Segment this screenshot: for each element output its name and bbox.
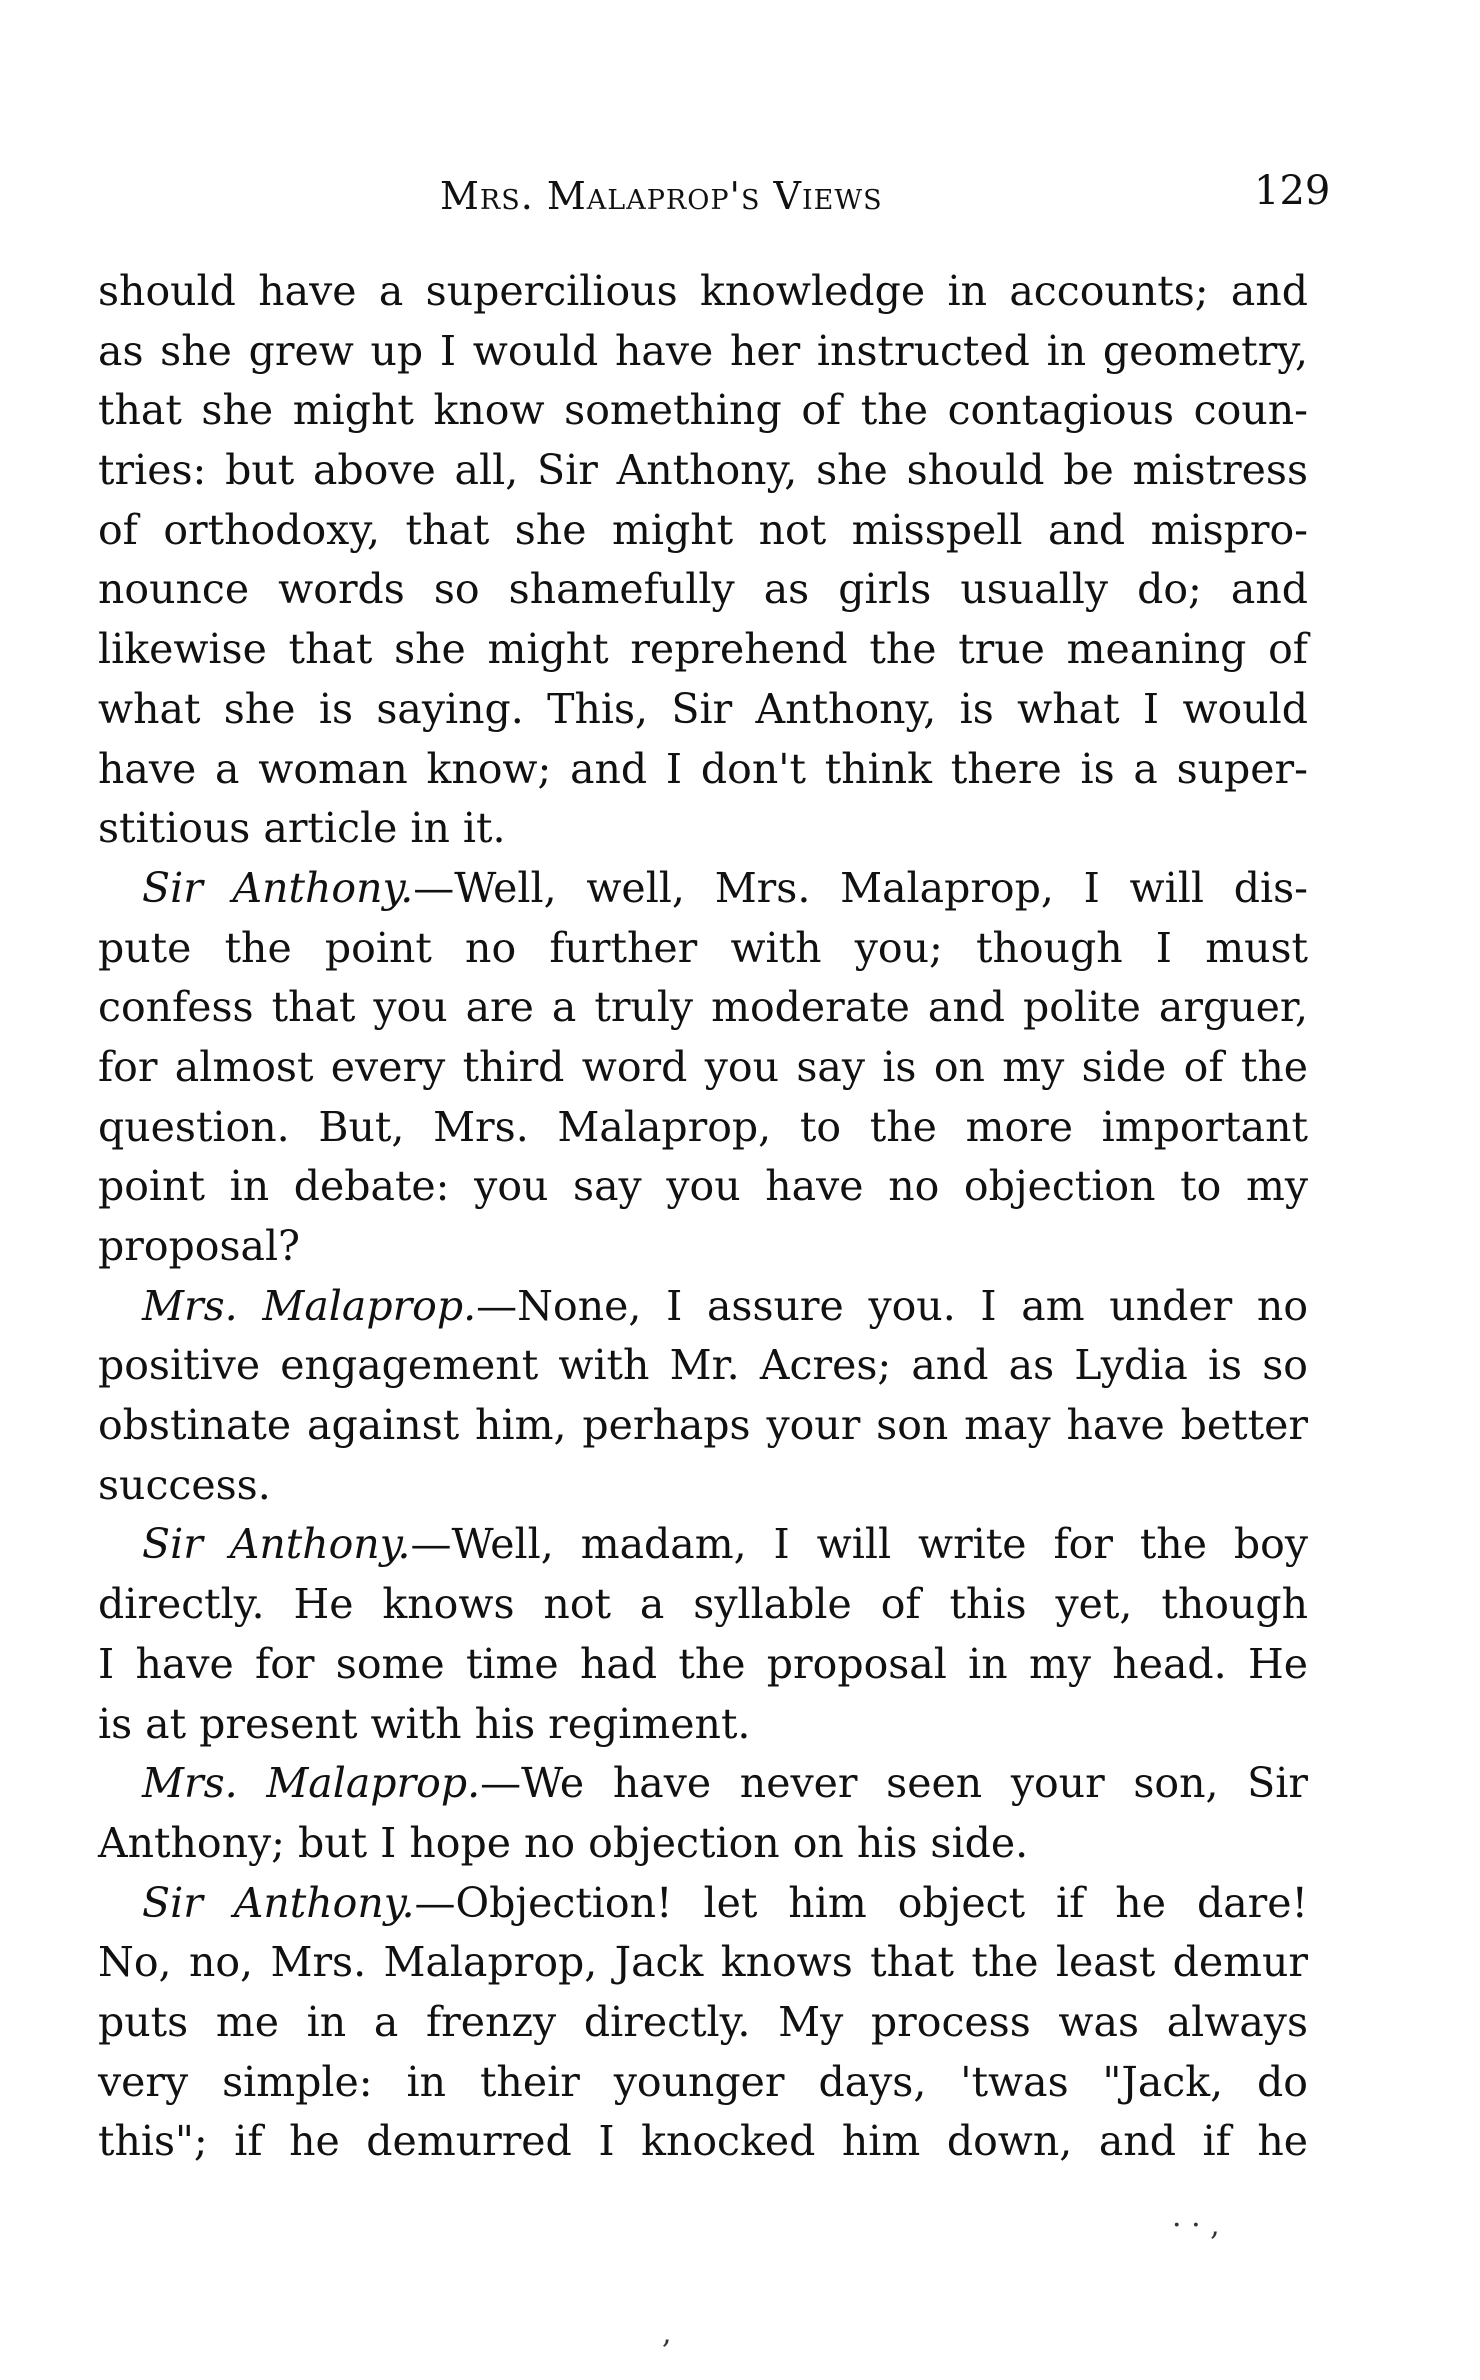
speaker-name: Mrs. Malaprop. xyxy=(142,1759,481,1808)
line-text: stitious article in it. xyxy=(98,804,506,853)
line-text: —We have never seen your son, Sir xyxy=(480,1759,1308,1808)
line-text: success. xyxy=(98,1460,271,1509)
text-line xyxy=(98,1396,1308,1456)
text-line xyxy=(98,1635,1308,1695)
text-line xyxy=(98,2112,1308,2172)
line-text: directly. He knows not a syllable of this yet, though xyxy=(98,1580,1308,1629)
line-text: —Well, madam, I will write for the boy xyxy=(410,1520,1308,1569)
text-line xyxy=(98,501,1308,561)
running-title: Mrs. Malaprop's Views xyxy=(440,174,883,218)
line-text: —Objection! let him object if he dare! xyxy=(414,1878,1308,1927)
stray-mark: , xyxy=(662,2316,672,2351)
running-head xyxy=(0,168,1480,228)
line-text: pute the point no further with you; though I must xyxy=(98,923,1308,972)
text-line xyxy=(98,1933,1308,1993)
line-text: —Well, well, Mrs. Malaprop, I will dis- xyxy=(413,863,1308,912)
text-line xyxy=(98,620,1308,680)
body-text xyxy=(98,262,1308,2172)
text-line xyxy=(98,740,1308,800)
text-line xyxy=(98,560,1308,620)
text-line xyxy=(98,1993,1308,2053)
line-text: for almost every third word you say is on my side of the xyxy=(98,1042,1308,1091)
line-text: as she grew up I would have her instructed in geometry, xyxy=(98,326,1308,375)
speaker-name: Sir Anthony. xyxy=(142,863,414,912)
stray-marks: · · , xyxy=(1172,2208,1220,2243)
line-text: what she is saying. This, Sir Anthony, is what I would xyxy=(98,684,1308,733)
line-text: have a woman know; and I don't think there is a super- xyxy=(98,744,1308,793)
text-line xyxy=(98,680,1308,740)
text-line xyxy=(98,322,1308,382)
page-number: 129 xyxy=(1254,168,1331,214)
text-line xyxy=(98,1695,1308,1755)
line-text: obstinate against him, perhaps your son may have better xyxy=(98,1401,1308,1450)
text-line xyxy=(98,441,1308,501)
text-line xyxy=(98,1515,1308,1575)
text-line xyxy=(98,1336,1308,1396)
line-text: Anthony; but I hope no objection on his side. xyxy=(98,1818,1029,1867)
text-line xyxy=(98,1814,1308,1874)
line-text: puts me in a frenzy directly. My process was always xyxy=(98,1997,1308,2046)
line-text: that she might know something of the contagious coun- xyxy=(98,386,1308,435)
line-text: question. But, Mrs. Malaprop, to the more important xyxy=(98,1102,1308,1151)
text-line xyxy=(98,262,1308,322)
text-line xyxy=(98,1157,1308,1217)
speaker-name: Sir Anthony. xyxy=(142,1878,415,1927)
text-line xyxy=(98,1456,1308,1516)
line-text: I have for some time had the proposal in my head. He xyxy=(98,1639,1308,1688)
line-text: —None, I assure you. I am under no xyxy=(476,1281,1308,1330)
line-text: tries: but above all, Sir Anthony, she should be mistress xyxy=(98,446,1308,495)
line-text: positive engagement with Mr. Acres; and as Lydia is so xyxy=(98,1341,1308,1390)
text-line xyxy=(98,919,1308,979)
line-text: confess that you are a truly moderate and polite arguer, xyxy=(98,983,1308,1032)
line-text: this"; if he demurred I knocked him down, and if he xyxy=(98,2117,1308,2166)
text-line xyxy=(98,1038,1308,1098)
speaker-name: Mrs. Malaprop. xyxy=(142,1281,477,1330)
text-line xyxy=(98,1874,1308,1934)
text-line xyxy=(98,1277,1308,1337)
line-text: nounce words so shamefully as girls usually do; and xyxy=(98,565,1308,614)
line-text: is at present with his regiment. xyxy=(98,1699,751,1748)
line-text: No, no, Mrs. Malaprop, Jack knows that the least demur xyxy=(98,1938,1308,1987)
text-line xyxy=(98,1754,1308,1814)
text-line xyxy=(98,799,1308,859)
text-line xyxy=(98,1575,1308,1635)
line-text: likewise that she might reprehend the true meaning of xyxy=(98,625,1308,674)
text-line xyxy=(98,978,1308,1038)
line-text: point in debate: you say you have no objection to my xyxy=(98,1162,1308,1211)
line-text: very simple: in their younger days, 'twas "Jack, do xyxy=(98,2057,1308,2106)
text-line xyxy=(98,1098,1308,1158)
line-text: should have a supercilious knowledge in accounts; and xyxy=(98,267,1308,315)
text-line xyxy=(98,2053,1308,2113)
speaker-name: Sir Anthony. xyxy=(142,1520,411,1569)
line-text: of orthodoxy, that she might not misspell and mispro- xyxy=(98,505,1308,554)
text-line xyxy=(98,1217,1308,1277)
text-line xyxy=(98,859,1308,919)
text-line xyxy=(98,381,1308,441)
line-text: proposal? xyxy=(98,1222,301,1270)
